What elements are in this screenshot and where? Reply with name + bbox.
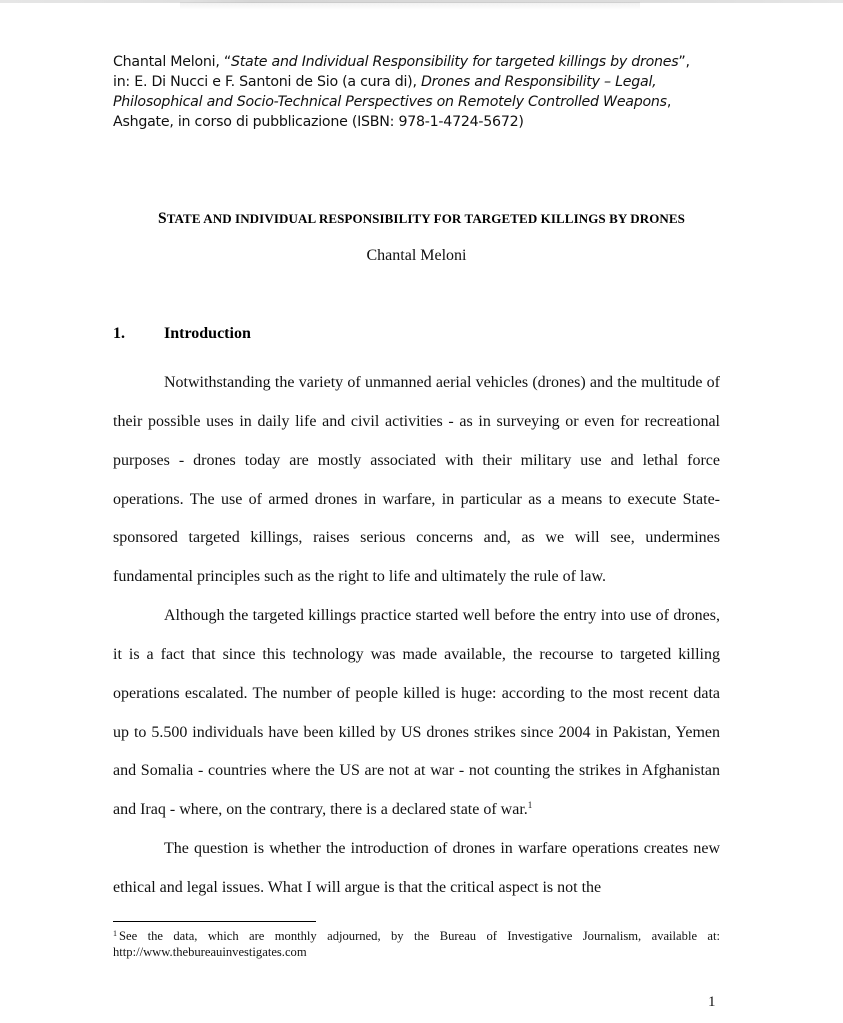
paper-title-rest: TATE AND INDIVIDUAL RESPONSIBILITY FOR TARGETED KILLINGS BY DRONES: [166, 211, 686, 226]
citation-book-title-2: Philosophical and Socio-Technical Perspectives on Remotely Controlled Weapons: [113, 94, 667, 110]
citation-block: [113, 52, 753, 132]
footnote: [113, 929, 720, 960]
citation-book-title-1: Drones and Responsibility – Legal,: [420, 74, 657, 90]
section-title: Introduction: [164, 325, 251, 342]
citation-after-chapter: ”,: [678, 54, 690, 70]
paragraph-text: The question is whether the introduction of drones in warfare operations creates new ethical and legal issues. What I will argue is that the critical aspect is not the: [113, 840, 720, 896]
paper-title: [0, 210, 843, 228]
citation-editors: in: E. Di Nucci e F. Santoni de Sio (a cura di),: [113, 74, 421, 90]
citation-author: Chantal Meloni, “: [113, 54, 231, 70]
footnote-separator: [113, 921, 316, 922]
citation-publisher: Ashgate, in corso di pubblicazione (ISBN: 978-1-4724-5672): [113, 114, 524, 130]
footnote-text: See the data, which are monthly adjourned, by the Bureau of Investigative Journalism, available at: http://www.thebureauinvestigates.com: [113, 929, 720, 959]
viewer-top-shadow: [180, 2, 640, 10]
paper-title-initial: S: [157, 210, 167, 227]
footnote-reference[interactable]: 1: [527, 800, 533, 811]
body-text: [113, 364, 720, 908]
footnote-marker: 1: [113, 929, 117, 938]
paragraph: [113, 364, 720, 597]
paragraph-text: Although the targeted killings practice started well before the entry into use of drones, it is a fact that since this technology was made available, the recourse to targeted killing operations escalated. The number of people killed is huge: according to the most recent data up to 5.500 individuals have been killed by US drones strikes since 2004 in Pakistan, Yemen and Somalia - countries where the US are not at war - not counting the strikes in Afghanistan and Iraq - where, on the contrary, there is a declared state of war.: [113, 607, 720, 819]
section-heading: [113, 325, 251, 343]
citation-chapter-title: State and Individual Responsibility for targeted killings by drones: [230, 54, 679, 70]
page-number: 1: [708, 994, 716, 1010]
citation-after-book: ,: [666, 94, 672, 110]
paragraph-text: Notwithstanding the variety of unmanned aerial vehicles (drones) and the multitude of their possible uses in daily life and civil activities - as in surveying or even for recreational purposes - drones today are mostly associated with their military use and lethal force operations. The use of armed drones in warfare, in particular as a means to execute State-sponsored targeted killings, raises serious concerns and, as we will see, undermines fundamental principles such as the right to life and ultimately the rule of law.: [113, 374, 720, 586]
paragraph: [113, 597, 720, 830]
paper-author: Chantal Meloni: [366, 247, 467, 264]
section-number: 1.: [113, 325, 125, 342]
paragraph: [113, 830, 720, 908]
